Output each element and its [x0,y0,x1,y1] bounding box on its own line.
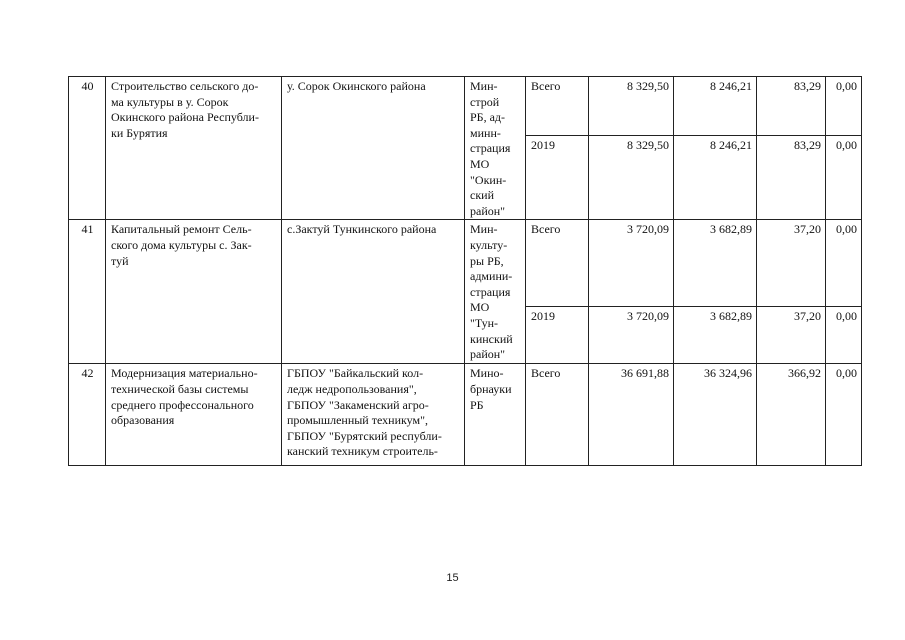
executor-line: МО [470,300,490,315]
executor-line: РБ, ад- [470,110,505,125]
object-name-line: среднего профессонального [111,397,254,412]
executor-line: страция [470,284,511,299]
object-name-cell [106,220,282,364]
location-line: ГБПОУ "Бурятский республи- [287,428,442,443]
federal-amount-cell: 3 682,89 [674,220,757,307]
location-line: с.Зактуй Тункинского района [287,222,437,237]
object-name-line: Капитальный ремонт Сель- [111,222,252,237]
location-cell [282,364,465,466]
executor-line: "Окин- [470,172,507,187]
location-line: промышленный техникум", [287,413,428,428]
object-name-line: Окинского района Республи- [111,110,259,125]
period-cell: Всего [526,364,589,466]
executor-line: МО [470,156,490,171]
object-name-line: туй [111,253,129,268]
period-cell: 2019 [526,136,589,220]
total-amount-cell: 8 329,50 [589,77,674,136]
row-number: 42 [69,364,106,466]
location-cell [282,220,465,364]
period-cell: Всего [526,77,589,136]
executor-line: культу- [470,237,508,252]
total-amount-cell: 3 720,09 [589,220,674,307]
other-amount-cell: 0,00 [826,307,862,364]
page-number: 15 [446,572,459,584]
object-name-line: ма культуры в у. Сорок [111,94,229,109]
location-line: ГБПОУ "Закаменский агро- [287,397,429,412]
other-amount-cell: 0,00 [826,77,862,136]
location-line: у. Сорок Окинского района [287,79,426,93]
object-name-line: ского дома культуры с. Зак- [111,237,252,252]
federal-amount-cell: 3 682,89 [674,307,757,364]
executor-line: кинский [470,331,513,346]
other-amount-cell: 0,00 [826,136,862,220]
executor-cell [465,77,526,220]
object-name-line: Строительство сельского до- [111,79,259,93]
total-amount-cell: 36 691,88 [589,364,674,466]
executor-cell [465,364,526,466]
executor-line: страция [470,141,511,156]
federal-amount-cell: 36 324,96 [674,364,757,466]
period-cell: Всего [526,220,589,307]
executor-line: Мин- [470,222,498,237]
executor-line: РБ [470,397,484,412]
total-amount-cell: 3 720,09 [589,307,674,364]
table-row [69,220,862,307]
total-amount-cell: 8 329,50 [589,136,674,220]
regional-amount-cell: 83,29 [757,136,826,220]
executor-line: ский [470,188,494,203]
program-table [68,76,862,466]
location-line: канский техникум строитель- [287,444,438,459]
row-number: 40 [69,77,106,220]
location-line: ледж недропользования", [287,381,417,396]
executor-line: район" [470,203,506,218]
row-number: 41 [69,220,106,364]
regional-amount-cell: 366,92 [757,364,826,466]
object-name-cell [106,77,282,220]
executor-line: строй [470,94,500,109]
executor-line: район" [470,347,506,362]
executor-cell [465,220,526,364]
executor-line: минн- [470,125,501,140]
executor-line: админи- [470,269,513,284]
object-name-cell [106,364,282,466]
object-name-line: Модернизация материально- [111,366,258,381]
location-cell [282,77,465,220]
table-row [69,77,862,136]
executor-line: "Тун- [470,315,499,330]
executor-line: ры РБ, [470,253,504,268]
regional-amount-cell: 83,29 [757,77,826,136]
object-name-line: ки Бурятия [111,125,168,140]
object-name-line: образования [111,413,175,428]
executor-line: брнауки [470,381,512,396]
regional-amount-cell: 37,20 [757,220,826,307]
other-amount-cell: 0,00 [826,220,862,307]
table-row [69,364,862,466]
federal-amount-cell: 8 246,21 [674,77,757,136]
federal-amount-cell: 8 246,21 [674,136,757,220]
other-amount-cell: 0,00 [826,364,862,466]
period-cell: 2019 [526,307,589,364]
location-line: ГБПОУ "Байкальский кол- [287,366,424,381]
object-name-line: технической базы системы [111,381,249,396]
executor-line: Мино- [470,366,504,381]
regional-amount-cell: 37,20 [757,307,826,364]
executor-line: Мин- [470,79,498,93]
